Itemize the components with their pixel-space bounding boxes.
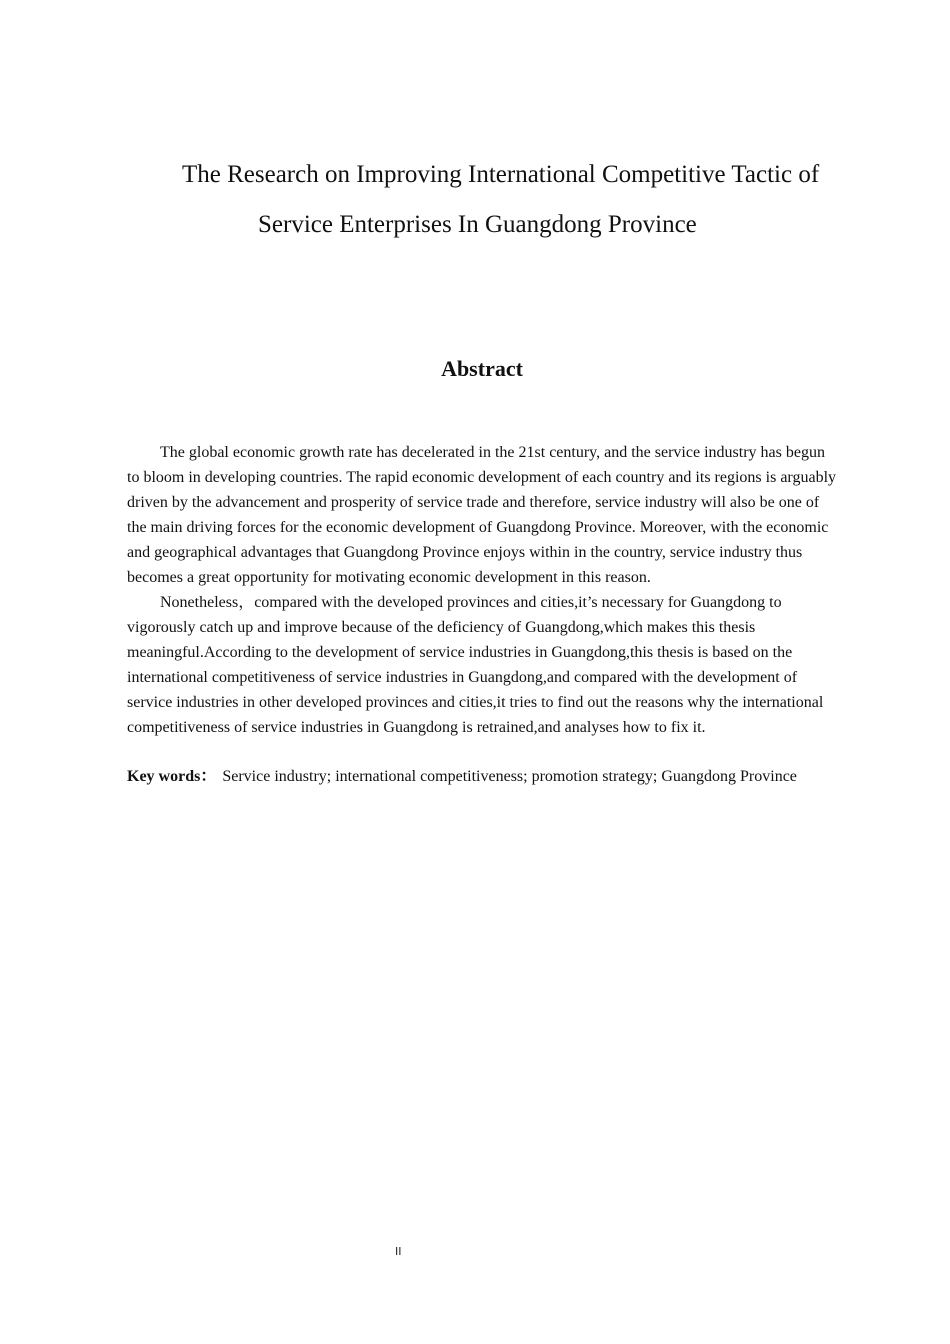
keywords-text: Service industry; international competitiveness; promotion strategy; Guangdong Province bbox=[222, 768, 797, 785]
thesis-title-line-1: The Research on Improving International Competitive Tactic of bbox=[182, 161, 820, 188]
keywords-label: Key words： bbox=[127, 768, 217, 785]
thesis-title-line-2: Service Enterprises In Guangdong Province bbox=[258, 211, 697, 238]
abstract-body bbox=[127, 440, 839, 740]
page-number: II bbox=[395, 1245, 402, 1258]
abstract-heading: Abstract bbox=[441, 356, 523, 381]
abstract-paragraph-2: Nonetheless，compared with the developed provinces and cities,it’s necessary for Guangdong to vigorously catch up and improve because of the deficiency of Guangdong,which makes this thesis meaningful.According to the development of service industries in Guangdong,this thesis is based on the international competitiveness of service industries in Guangdong,and compared with the development of service industries in other developed provinces and cities,it tries to find out the reasons why the international competitiveness of service industries in Guangdong is retrained,and analyses how to fix it. bbox=[127, 594, 824, 736]
keywords-line bbox=[127, 764, 887, 789]
abstract-paragraph-1: The global economic growth rate has decelerated in the 21st century, and the service industry has begun to bloom in developing countries. The rapid economic development of each country and its regions is arguably driven by the advancement and prosperity of service trade and therefore, service industry will also be one of the main driving forces for the economic development of Guangdong Province. Moreover, with the economic and geographical advantages that Guangdong Province enjoys within in the country, service industry thus becomes a great opportunity for motivating economic development in this reason. bbox=[127, 444, 837, 586]
